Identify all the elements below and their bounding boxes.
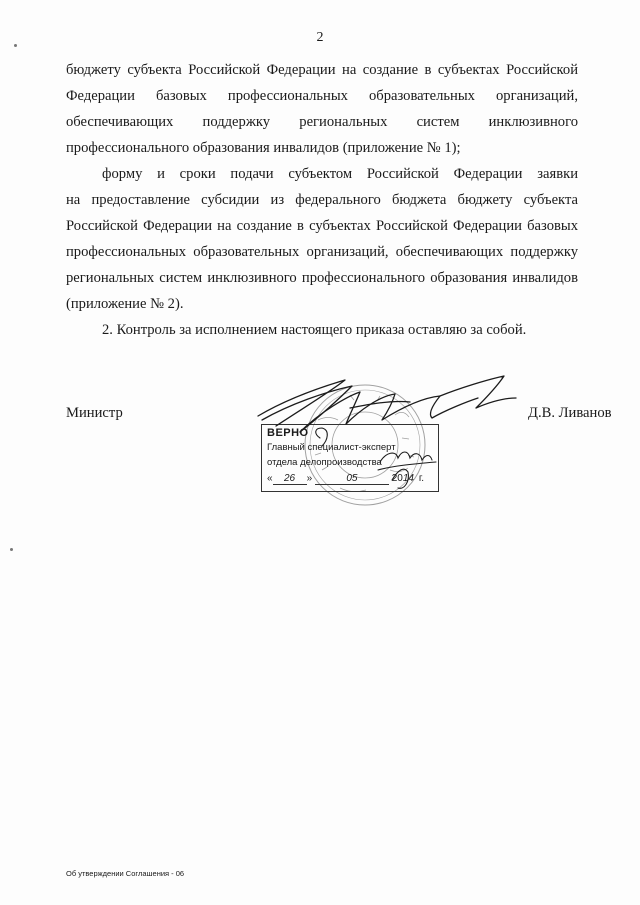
paragraph-application-form	[66, 161, 578, 317]
text-line: (приложение № 2).	[66, 296, 184, 312]
page-number: 2	[316, 30, 324, 45]
stamp-date-year: 14	[402, 473, 414, 484]
text-line: профессиональных образовательных организаций, обеспечивающих поддержку	[66, 244, 578, 260]
text-line: Российской Федерации на создание в субъектах Российской Федерации базовых	[66, 218, 578, 234]
stamp-date-month: 05	[315, 473, 389, 485]
signer-position: Министр	[66, 405, 123, 421]
text-line: региональных систем инклюзивного профессионального образования инвалидов	[66, 270, 578, 286]
text-line: бюджету субъекта Российской Федерации на создание в субъектах Российской	[66, 62, 578, 78]
text-line: профессионального образования инвалидов (приложение № 1);	[66, 140, 461, 156]
document-footer: Об утверждении Соглашения - 06	[66, 869, 185, 878]
stamp-date-day: 26	[273, 473, 307, 485]
stamp-department: отдела делопроизводства	[267, 457, 382, 468]
paragraph-control: 2. Контроль за исполнением настоящего приказа оставляю за собой.	[102, 322, 527, 338]
stamp-date: « 26 » 05 2014 г.	[267, 473, 425, 484]
text-line: на предоставление субсидии из федерального бюджета бюджету субъекта	[66, 192, 578, 208]
text-line: форму и сроки подачи субъектом Российской Федерации заявки	[102, 166, 578, 182]
text-line: обеспечивающих поддержку региональных систем инклюзивного	[66, 114, 578, 130]
paragraph-continuation	[66, 57, 578, 161]
scan-mark	[14, 44, 17, 47]
stamp-title: ВЕРНО	[267, 427, 309, 439]
signer-name: Д.В. Ливанов	[528, 405, 612, 421]
text-line: Федерации базовых профессиональных образовательных организаций,	[66, 88, 578, 104]
verification-stamp	[261, 424, 439, 492]
stamp-position: Главный специалист-эксперт	[267, 442, 396, 453]
scan-mark	[10, 548, 13, 551]
